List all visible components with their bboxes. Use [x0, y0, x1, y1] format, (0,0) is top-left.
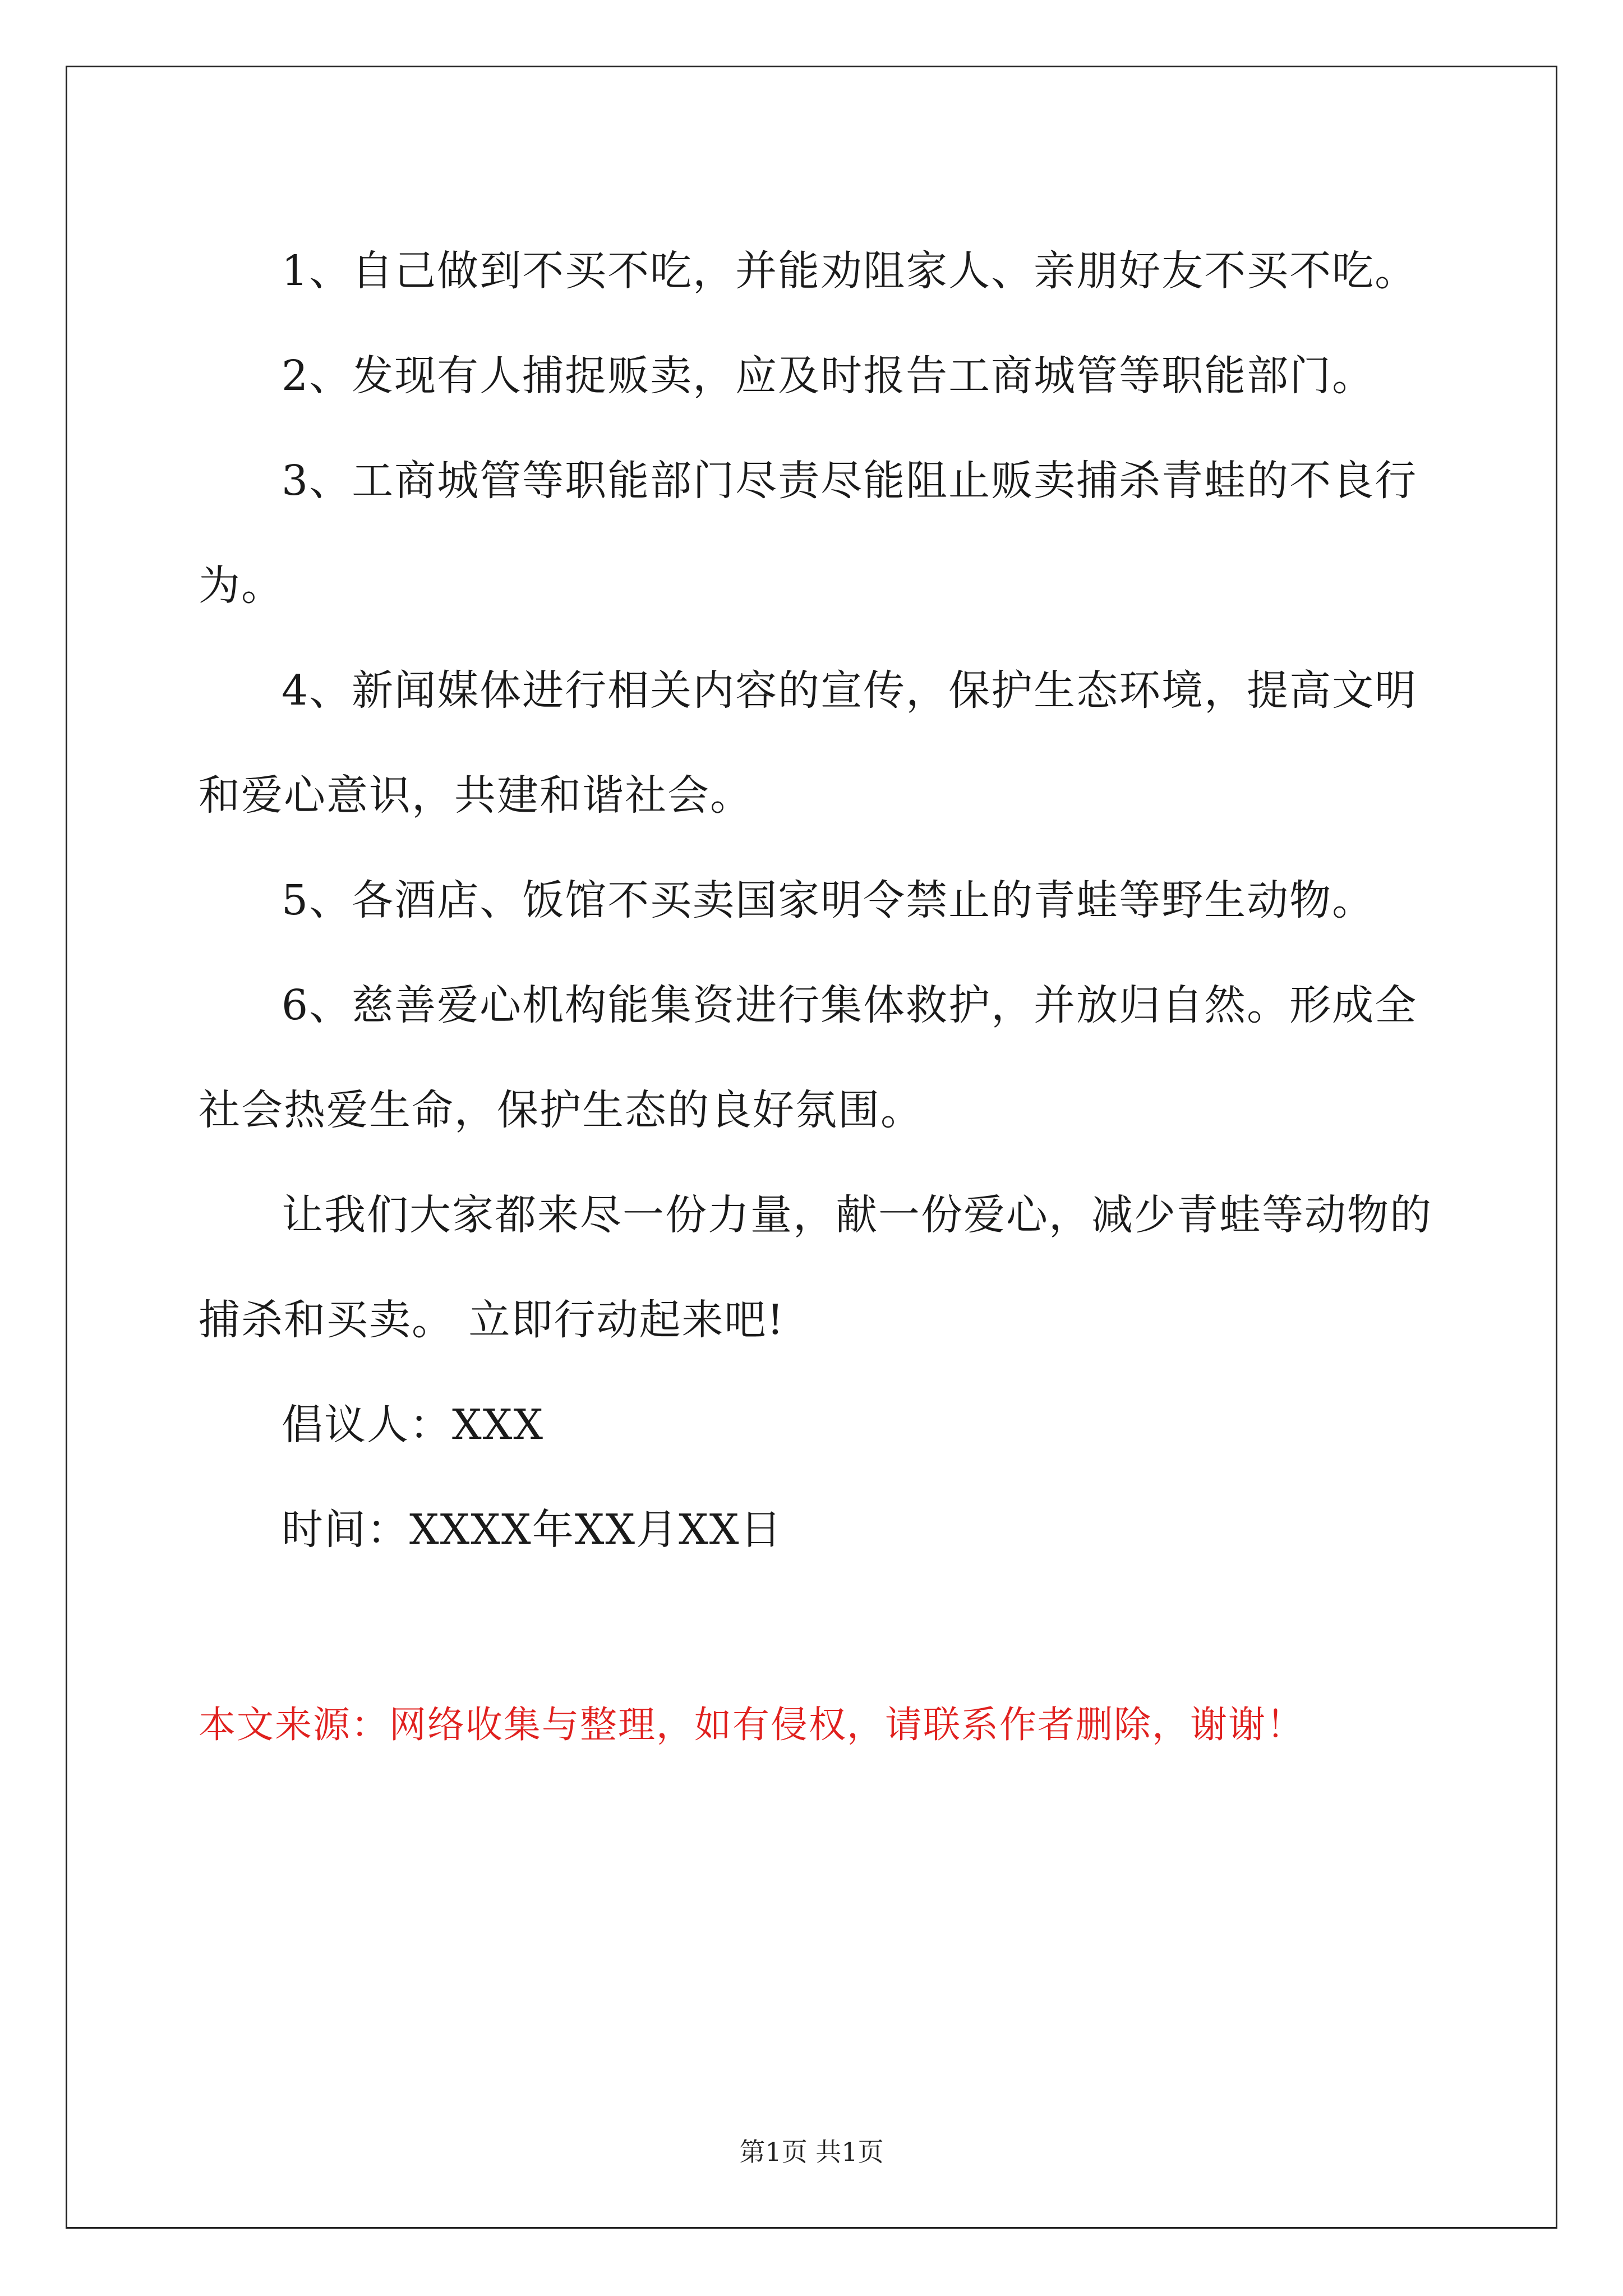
- paragraph-4: 4、新闻媒体进行相关内容的宣传，保护生态环境，提高文明和爱心意识，共建和谐社会。: [199, 666, 1418, 820]
- date-line: 时间：XXXX年XX月XX日: [282, 1506, 783, 1554]
- paragraph-5: 5、各酒店、饭馆不买卖国家明令禁止的青蛙等野生动物。: [282, 876, 1375, 924]
- document-body: [199, 219, 1432, 1582]
- paragraph-1: 1、自己做到不买不吃，并能劝阻家人、亲朋好友不买不吃。: [282, 247, 1418, 295]
- paragraph-2: 2、发现有人捕捉贩卖，应及时报告工商城管等职能部门。: [282, 352, 1375, 400]
- paragraph-3: 3、工商城管等职能部门尽责尽能阻止贩卖捕杀青蛙的不良行为。: [199, 457, 1418, 610]
- page-number-footer: 第1页 共1页: [739, 2137, 884, 2167]
- source-disclaimer: 本文来源：网络收集与整理，如有侵权，请联系作者删除，谢谢！: [199, 1703, 1304, 1746]
- closing-paragraph: 让我们大家都来尽一份力量，献一份爱心，减少青蛙等动物的捕杀和买卖。 立即行动起来吧!: [199, 1191, 1432, 1344]
- paragraph-6: 6、慈善爱心机构能集资进行集体救护，并放归自然。形成全社会热爱生命，保护生态的良好氛围。: [199, 981, 1418, 1134]
- initiator-line: 倡议人：XXX: [282, 1401, 545, 1449]
